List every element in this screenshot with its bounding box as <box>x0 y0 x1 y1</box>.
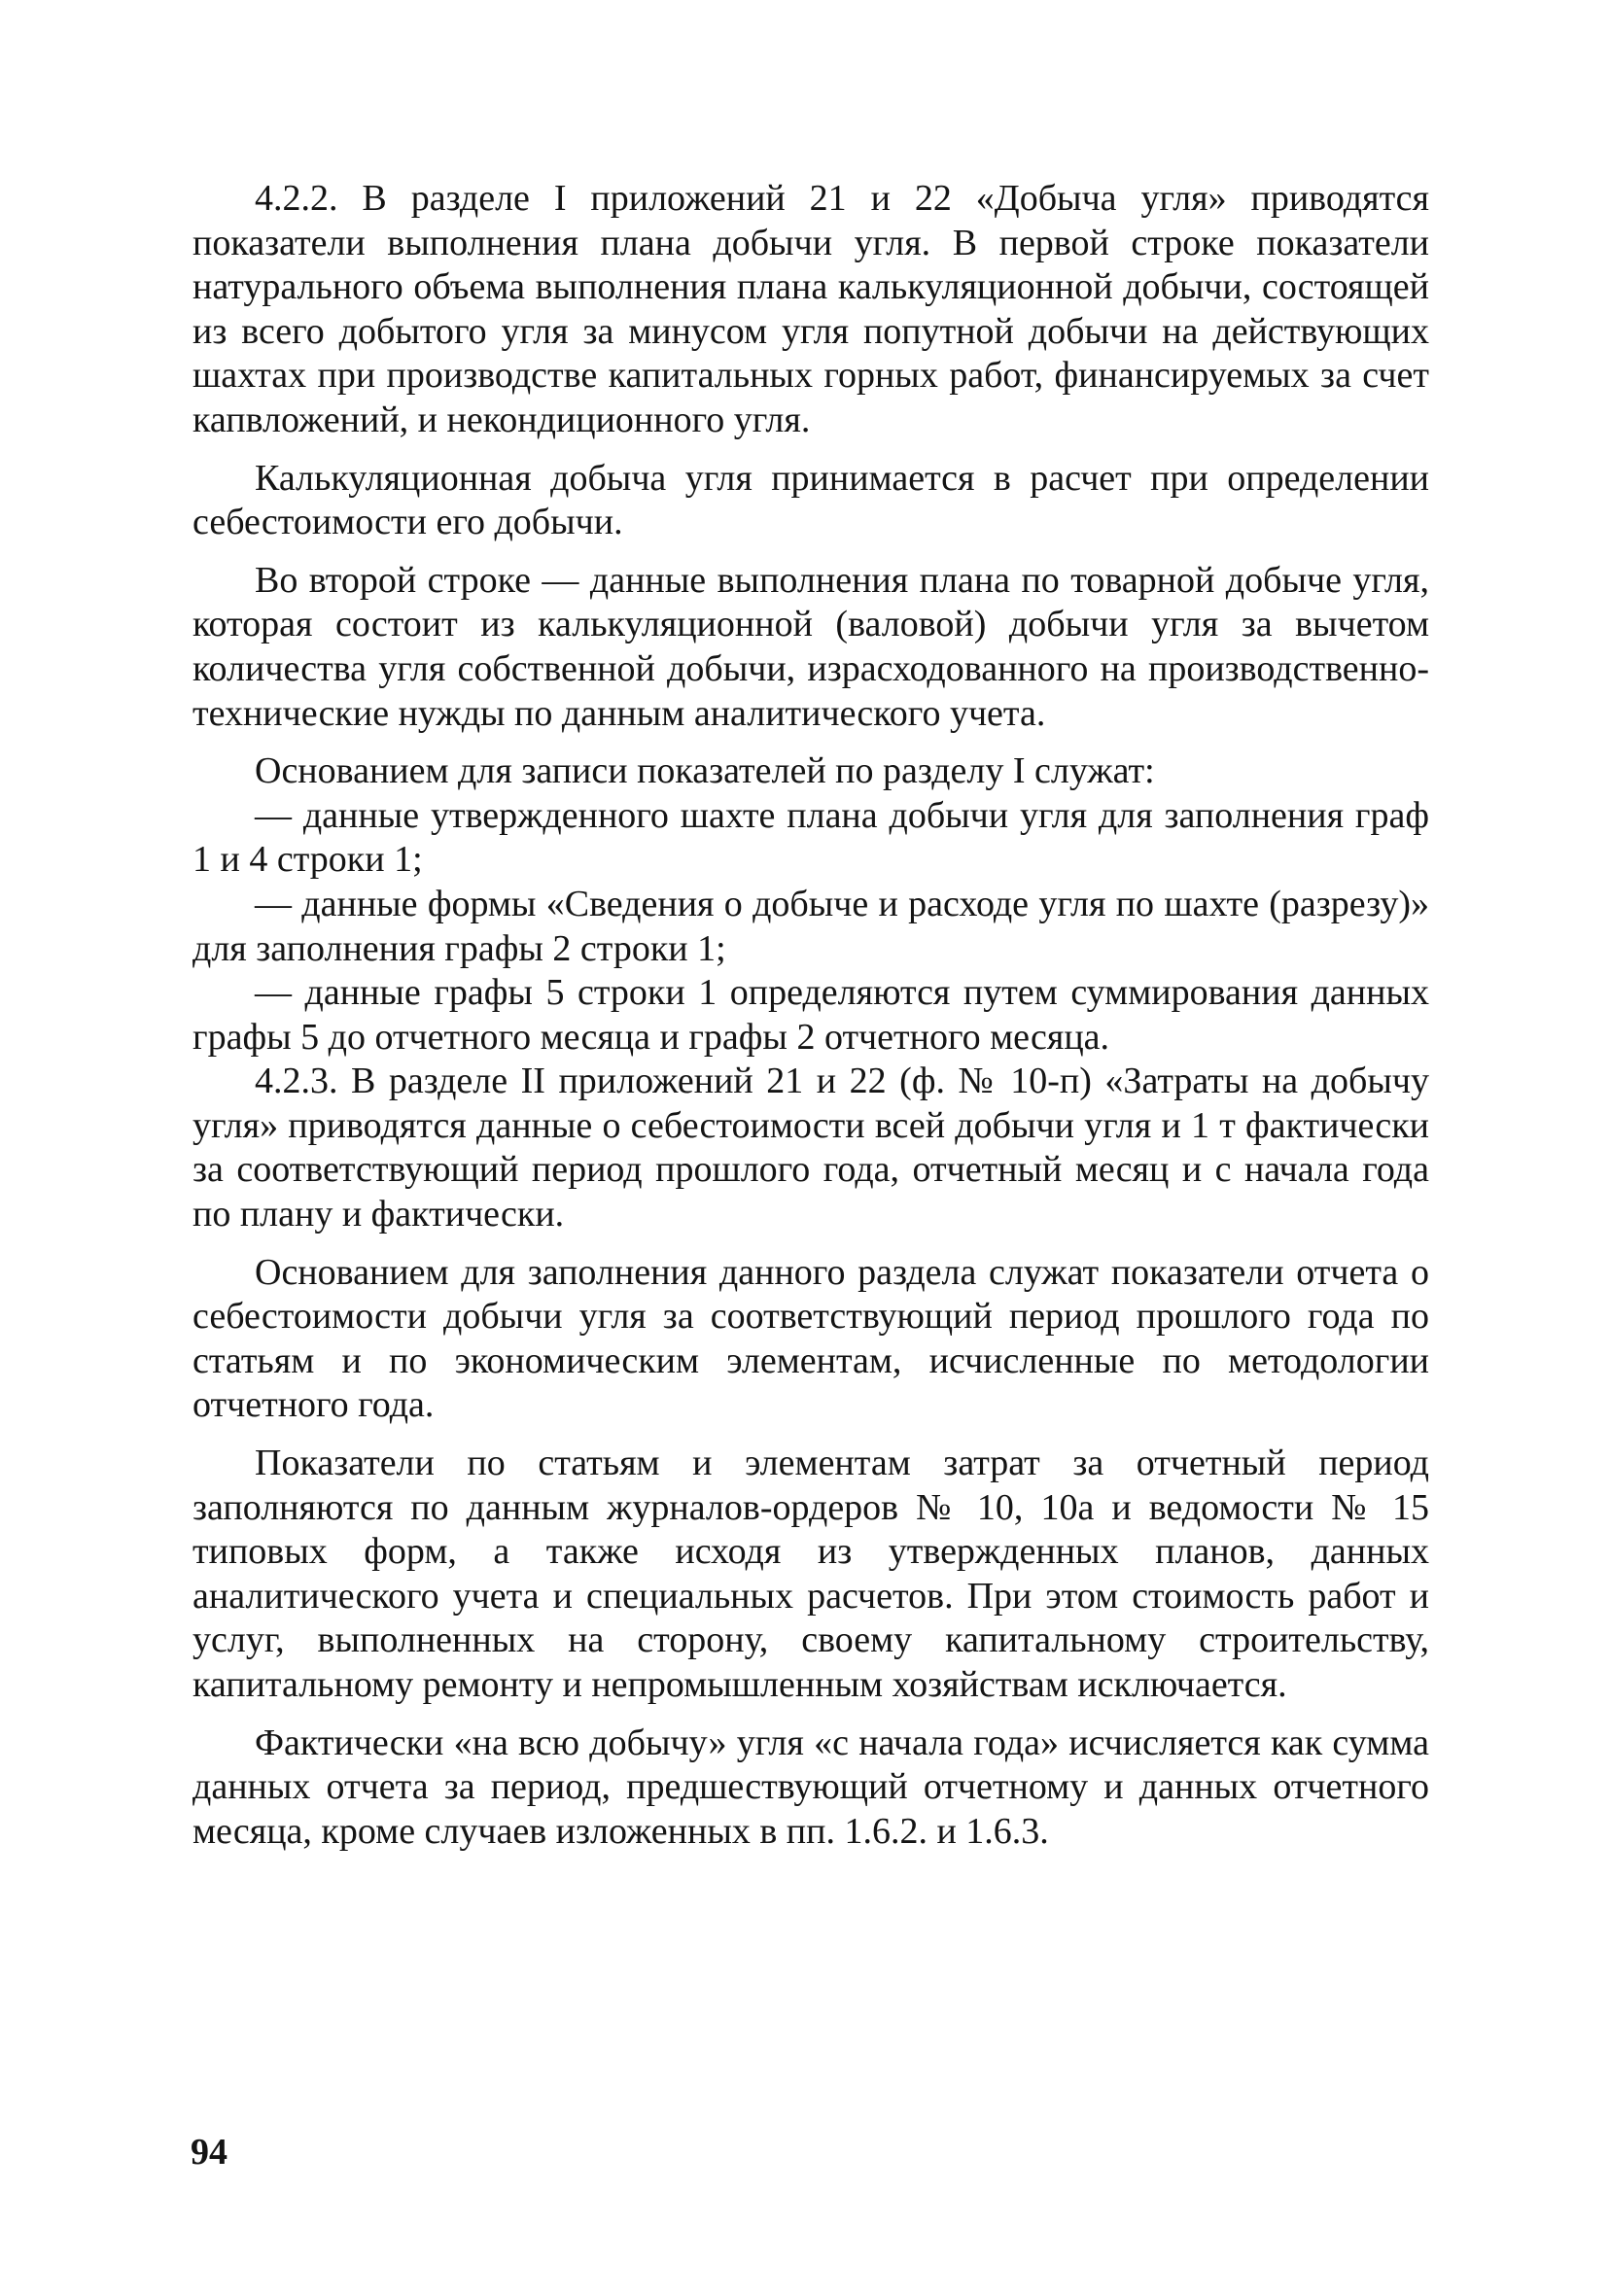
list-item-plan-data: — данные утвержденного шахте плана добычи угля для заполнения граф 1 и 4 строки 1; <box>192 794 1429 881</box>
list-item-column-5: — данные графы 5 строки 1 определяются путем суммирования данных графы 5 до отчетного месяца и графы 2 отчетного месяца. <box>192 972 1429 1058</box>
paragraph-4-2-3: 4.2.3. В разделе II приложений 21 и 22 (ф. № 10-п) «Затраты на добычу угля» приводятся данные о себестоимости всей добычи угля и 1 т фактически за соответствующий период прошлого года, отчетный месяц и с начала года по плану и фактически. <box>192 1061 1429 1235</box>
list-item-form-data: — данные формы «Сведения о добыче и расходе угля по шахте (разрезу)» для заполнения графы 2 строки 1; <box>192 883 1429 969</box>
paragraph-4-2-2: 4.2.2. В разделе I приложений 21 и 22 «Добыча угля» приводятся показатели выполнения плана добычи угля. В первой строке показатели натурального объема выполнения плана калькуляционной добычи, состоящей из всего добытого угля за минусом угля попутной добычи на действующих шахтах при производстве капитальных горных работ, финансируемых за счет капвложений, и некондиционного угля. <box>192 178 1429 440</box>
paragraph-calculation-output: Калькуляционная добыча угля принимается в расчет при определении себестоимости его добычи. <box>192 457 1429 543</box>
page-number: 94 <box>191 2132 228 2173</box>
paragraph-basis-section-2: Основанием для заполнения данного раздела служат показатели отчета о себестоимости добычи угля за соответствующий период прошлого года по статьям и по экономическим элементам, исчисленные по методологии отчетного года. <box>192 1251 1429 1426</box>
body-text <box>192 177 1429 1854</box>
paragraph-second-row: Во второй строке — данные выполнения плана по товарной добыче угля, которая состоит из калькуляционной (валовой) добычи угля за вычетом количества угля собственной добычи, израсходованного на производственно-технические нужды по данным аналитического учета. <box>192 559 1429 734</box>
paragraph-actual-total: Фактически «на всю добычу» угля «с начала года» исчисляется как сумма данных отчета за период, предшествующий отчетному и данных отчетного месяца, кроме случаев изложенных в пп. 1.6.2. и 1.6.3. <box>192 1722 1429 1852</box>
paragraph-basis-section-1: Основанием для записи показателей по разделу I служат: <box>255 750 1155 792</box>
paragraph-cost-indicators: Показатели по статьям и элементам затрат за отчетный период заполняются по данным журналов-ордеров № 10, 10а и ведомости № 15 типовых форм, а также исходя из утвержденных планов, данных аналитического учета и специальных расчетов. При этом стоимость работ и услуг, выполненных на сторону, своему капитальному строительству, капитальному ремонту и непромышленным хозяйствам исключается. <box>192 1443 1429 1705</box>
